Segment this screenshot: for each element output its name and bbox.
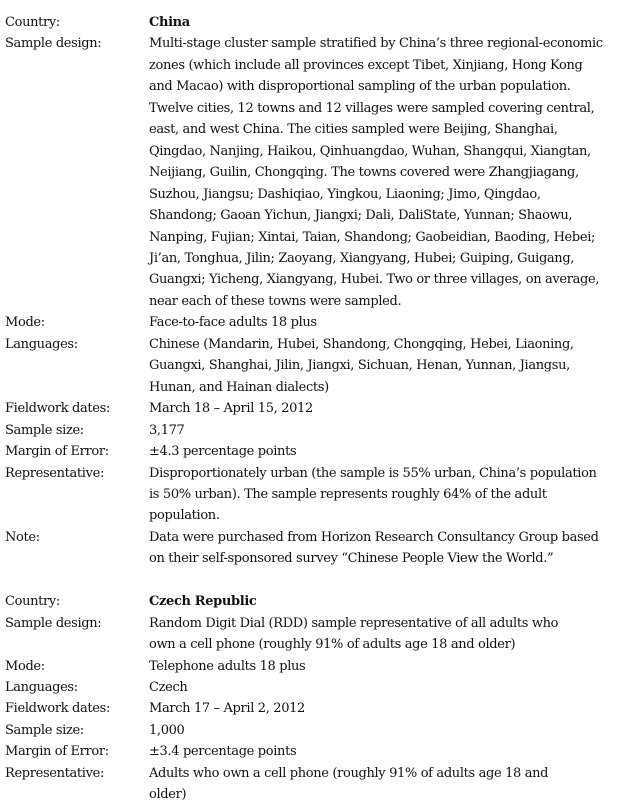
- margin-of-error-label: Margin of Error:: [5, 744, 109, 760]
- value-line: 3,177: [149, 422, 185, 438]
- value-line: near each of these towns were sampled.: [149, 293, 402, 309]
- value-line: Chinese (Mandarin, Hubei, Shandong, Chongqing, Hebei, Liaoning,: [149, 336, 574, 352]
- representative-value: [149, 763, 619, 806]
- value-line: Czech Republic: [149, 594, 257, 610]
- value-line: zones (which include all provinces except Tibet, Xinjiang, Hong Kong: [149, 57, 583, 73]
- value-line: Qingdao, Nanjing, Haikou, Qinhuangdao, Wuhan, Shangqui, Xiangtan,: [149, 143, 591, 159]
- value-line: Guangxi; Yicheng, Xiangyang, Hubei. Two or three villages, on average,: [149, 272, 600, 288]
- languages-row: [0, 334, 626, 398]
- survey-methodology-document: [0, 12, 626, 806]
- value-line: population.: [149, 508, 220, 524]
- value-line: Telephone adults 18 plus: [149, 658, 306, 674]
- margin-of-error-value: [149, 441, 619, 462]
- value-line: own a cell phone (roughly 91% of adults age 18 and older): [149, 637, 516, 653]
- value-line: Suzhou, Jiangsu; Dashiqiao, Yingkou, Liaoning; Jimo, Qingdao,: [149, 186, 541, 202]
- representative-label: Representative:: [5, 465, 104, 481]
- value-line: and Macao) with disproportional sampling of the urban population.: [149, 79, 571, 95]
- value-line: March 17 – April 2, 2012: [149, 701, 305, 717]
- value-line: 1,000: [149, 722, 185, 738]
- value-line: east, and west China. The cities sampled were Beijing, Shanghai,: [149, 122, 558, 138]
- country-row: [0, 591, 626, 612]
- value-line: China: [149, 15, 190, 30]
- languages-value: [149, 677, 619, 698]
- value-line: Twelve cities, 12 towns and 12 villages were sampled covering central,: [149, 100, 595, 116]
- sample-design-label: Sample design:: [5, 615, 102, 631]
- sample-size-label: Sample size:: [5, 422, 84, 438]
- mode-row: [0, 656, 626, 677]
- value-line: Random Digit Dial (RDD) sample representative of all adults who: [149, 615, 559, 631]
- languages-label: Languages:: [5, 336, 78, 352]
- sample-size-value: [149, 420, 619, 441]
- representative-value: [149, 463, 619, 527]
- sample-design-row: [0, 613, 626, 656]
- fieldwork-dates-row: [0, 698, 626, 719]
- sample-size-row: [0, 720, 626, 741]
- fieldwork-dates-label: Fieldwork dates:: [5, 401, 110, 417]
- value-line: Hunan, and Hainan dialects): [149, 379, 329, 395]
- value-line: Adults who own a cell phone (roughly 91% of adults age 18 and: [149, 765, 549, 781]
- mode-value: [149, 656, 619, 677]
- value-line: Disproportionately urban (the sample is 55% urban, China’s population: [149, 465, 597, 481]
- country-label: Country:: [5, 594, 60, 610]
- country-label: Country:: [5, 15, 60, 30]
- value-line: Face-to-face adults 18 plus: [149, 315, 317, 331]
- sample-size-value: [149, 720, 619, 741]
- fieldwork-dates-value: [149, 698, 619, 719]
- value-line: Shandong; Gaoan Yichun, Jiangxi; Dali, DaliState, Yunnan; Shaowu,: [149, 208, 573, 224]
- fieldwork-dates-value: [149, 398, 619, 419]
- fieldwork-dates-label: Fieldwork dates:: [5, 701, 110, 717]
- sample-design-row: [0, 33, 626, 312]
- section-divider-space: [0, 570, 626, 591]
- sample-design-label: Sample design:: [5, 36, 102, 52]
- value-line: on their self-sponsored survey “Chinese People View the World.”: [149, 551, 554, 567]
- note-value: [149, 527, 619, 570]
- sample-design-value: [149, 613, 619, 656]
- value-line: Czech: [149, 680, 188, 696]
- note-row: [0, 527, 626, 570]
- country-row: [0, 12, 626, 33]
- value-line: March 18 – April 15, 2012: [149, 401, 313, 417]
- value-line: ±3.4 percentage points: [149, 744, 297, 760]
- value-line: older): [149, 787, 187, 803]
- value-line: Data were purchased from Horizon Research Consultancy Group based: [149, 529, 599, 545]
- margin-of-error-row: [0, 741, 626, 762]
- representative-row: [0, 763, 626, 806]
- languages-label: Languages:: [5, 680, 78, 696]
- country-value: [149, 12, 619, 33]
- value-line: Guangxi, Shanghai, Jilin, Jiangxi, Sichuan, Henan, Yunnan, Jiangsu,: [149, 358, 570, 374]
- representative-label: Representative:: [5, 765, 104, 781]
- country-section: [0, 591, 626, 806]
- value-line: Multi-stage cluster sample stratified by China’s three regional-economic: [149, 36, 603, 52]
- value-line: Ji’an, Tonghua, Jilin; Zaoyang, Xiangyang, Hubei; Guiping, Guigang,: [149, 250, 575, 266]
- margin-of-error-label: Margin of Error:: [5, 444, 109, 460]
- value-line: ±4.3 percentage points: [149, 444, 297, 460]
- sample-size-row: [0, 420, 626, 441]
- value-line: is 50% urban). The sample represents roughly 64% of the adult: [149, 486, 547, 502]
- mode-label: Mode:: [5, 315, 45, 331]
- value-line: Nanping, Fujian; Xintai, Taian, Shandong; Gaobeidian, Baoding, Hebei;: [149, 229, 596, 245]
- sample-design-value: [149, 33, 619, 312]
- mode-value: [149, 312, 619, 333]
- value-line: Neijiang, Guilin, Chongqing. The towns covered were Zhangjiagang,: [149, 165, 579, 181]
- country-value: [149, 591, 619, 612]
- mode-label: Mode:: [5, 658, 45, 674]
- representative-row: [0, 463, 626, 527]
- languages-row: [0, 677, 626, 698]
- country-section: [0, 12, 626, 570]
- mode-row: [0, 312, 626, 333]
- margin-of-error-row: [0, 441, 626, 462]
- margin-of-error-value: [149, 741, 619, 762]
- sample-size-label: Sample size:: [5, 722, 84, 738]
- fieldwork-dates-row: [0, 398, 626, 419]
- note-label: Note:: [5, 529, 40, 545]
- languages-value: [149, 334, 619, 398]
